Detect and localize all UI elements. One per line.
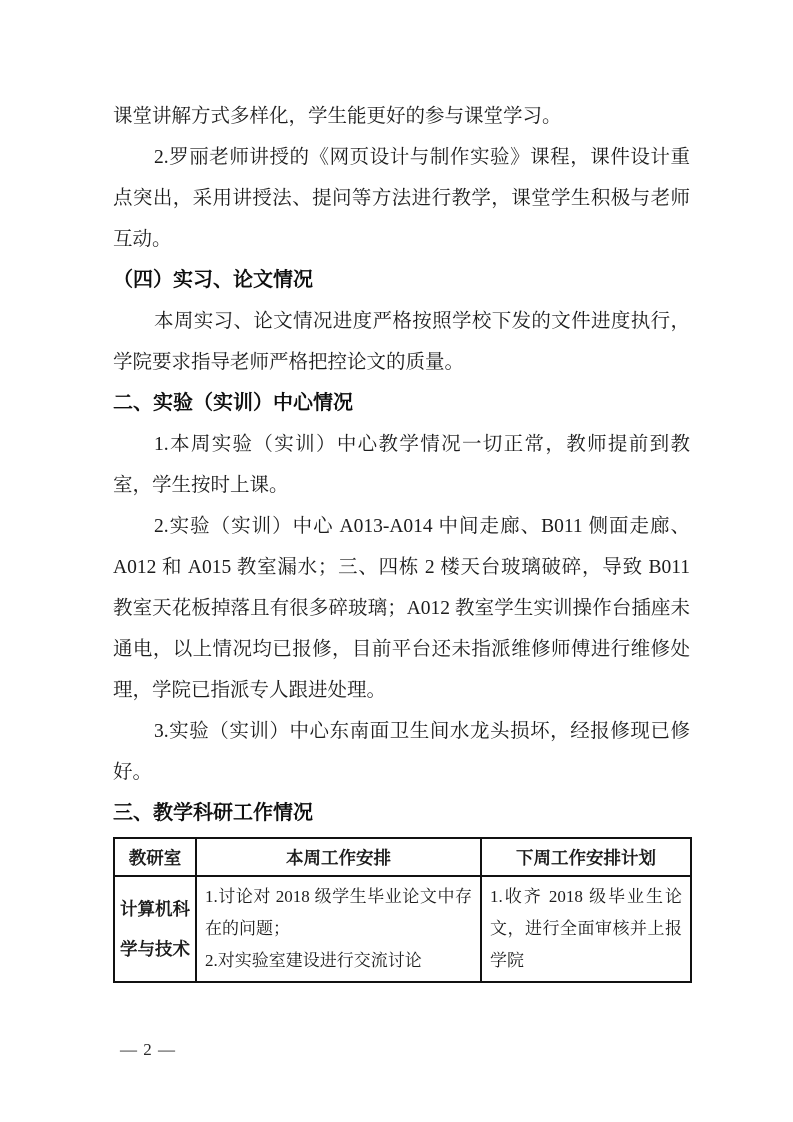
column-header-this-week: 本周工作安排	[196, 838, 481, 876]
paragraph-internship-progress: 本周实习、论文情况进度严格按照学校下发的文件进度执行，学院要求指导老师严格把控论文的质量。	[113, 311, 690, 373]
work-schedule-table	[113, 837, 692, 983]
paragraph-lab-normal: 1.本周实验（实训）中心教学情况一切正常，教师提前到教室，学生按时上课。	[113, 434, 690, 496]
section-heading-internship-thesis: （四）实习、论文情况	[113, 269, 313, 291]
table-header-row	[114, 838, 691, 876]
cell-this-week	[196, 876, 481, 982]
page-content	[113, 96, 690, 983]
paragraph-classroom-continuation: 课堂讲解方式多样化，学生能更好的参与课堂学习。	[113, 106, 562, 127]
work-item: 1.收齐 2018 级毕业生论文，进行全面审核并上报学院	[490, 887, 682, 970]
paragraph-luoli-course: 2.罗丽老师讲授的《网页设计与制作实验》课程，课件设计重点突出，采用讲授法、提问等方法进行教学，课堂学生积极与老师互动。	[113, 147, 690, 250]
cell-office-name: 计算机科学与技术	[114, 876, 196, 982]
cell-next-week	[481, 876, 691, 982]
section-heading-lab-center: 二、实验（实训）中心情况	[113, 392, 353, 414]
section-heading-teaching-research: 三、教学科研工作情况	[113, 802, 313, 824]
paragraph-lab-faucet: 3.实验（实训）中心东南面卫生间水龙头损坏，经报修现已修好。	[113, 721, 690, 783]
table-row	[114, 876, 691, 982]
page-number: — 2 —	[120, 1040, 176, 1059]
paragraph-lab-leaks-repairs: 2.实验（实训）中心 A013-A014 中间走廊、B011 侧面走廊、A012 和 A015 教室漏水；三、四栋 2 楼天台玻璃破碎，导致 B011 教室天花板掉落且有很多碎玻璃；A012 教室学生实训操作台插座未通电，以上情况均已报修，目前平台还未指派维修师傅进行维修处理，学院已指派专人跟进处理。	[113, 516, 690, 701]
work-item: 1.讨论对 2018 级学生毕业论文中存在的问题；	[205, 887, 472, 938]
column-header-office: 教研室	[114, 838, 196, 876]
column-header-next-week: 下周工作安排计划	[481, 838, 691, 876]
work-item: 2.对实验室建设进行交流讨论	[205, 951, 422, 970]
